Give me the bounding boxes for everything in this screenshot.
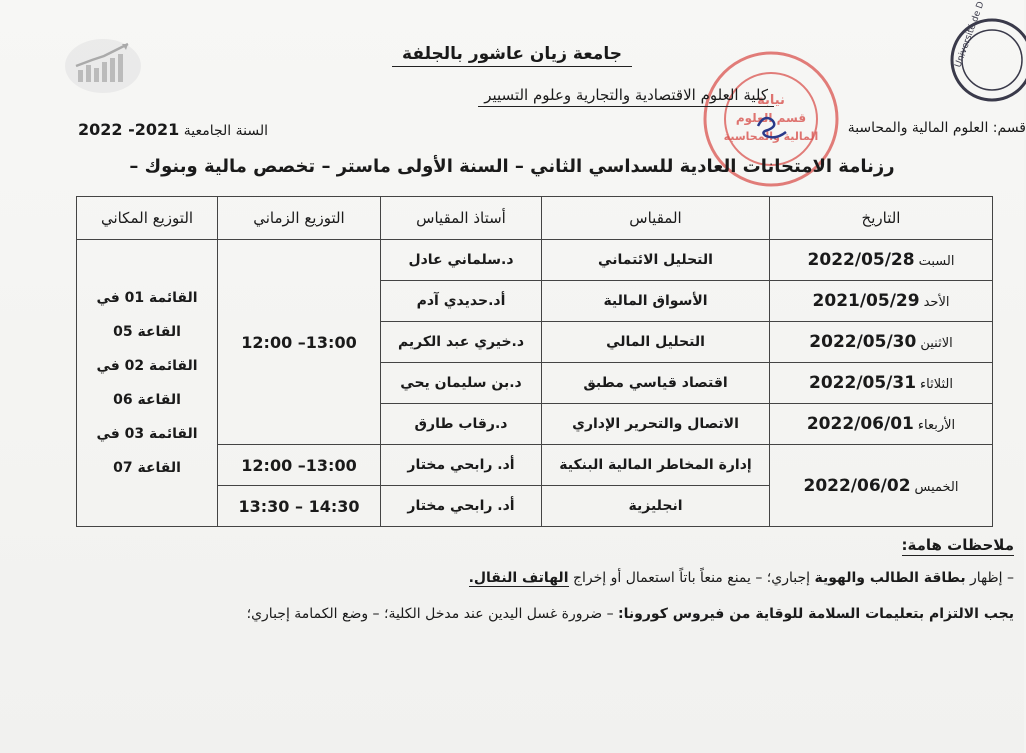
professor-cell: أد. رابحي مختار [381, 486, 542, 527]
module-cell: الاتصال والتحرير الإداري [542, 404, 770, 445]
note-text: – إظهار [965, 570, 1014, 586]
professor-cell: أد. رابحي مختار [381, 445, 542, 486]
note-bold-text: يجب الالتزام بتعليمات السلامة للوقاية من فيروس كورونا: [618, 606, 1014, 622]
professor-cell: د.رقاب طارق [381, 404, 542, 445]
module-cell: التحليل المالي [542, 322, 770, 363]
date-value: 2022/05/31 [809, 373, 917, 393]
date-value: 2022/05/30 [809, 332, 917, 352]
note-bold-text: بطاقة الطالب والهوية [814, 570, 966, 586]
table-header-row [77, 197, 993, 240]
time-cell: 13:30 – 14:30 [218, 486, 381, 527]
place-line: القائمة 01 في القاعة 05 [96, 290, 198, 340]
date-value: 2022/05/28 [807, 250, 915, 270]
place-line: القائمة 03 في القاعة 07 [96, 426, 198, 476]
svg-text:نيابة: نيابة [757, 93, 785, 108]
note-text: إجباري؛ – يمنع منعاً باتاً استعمال أو إخراج [568, 570, 815, 586]
place-cell [77, 240, 218, 527]
date-cell [770, 363, 993, 404]
place-line: القائمة 02 في القاعة 06 [96, 358, 198, 408]
date-cell [770, 445, 993, 527]
department-name: قسم: العلوم المالية والمحاسبة [847, 120, 1026, 136]
time-cell: 12:00 –13:00 [218, 445, 381, 486]
exam-schedule-table [76, 196, 993, 527]
header-date: التاريخ [770, 197, 993, 240]
svg-text:قسم العلوم: قسم العلوم [735, 111, 807, 125]
date-value: 2022/06/02 [803, 475, 911, 496]
module-cell: التحليل الائتماني [542, 240, 770, 281]
day-name: الاثنين [920, 336, 953, 351]
module-cell: الأسواق المالية [542, 281, 770, 322]
professor-cell: أد.حديدي آدم [381, 281, 542, 322]
day-name: السبت [918, 254, 955, 269]
academic-year [78, 120, 268, 139]
university-name: جامعة زيان عاشور بالجلفة [0, 44, 1024, 67]
note-line-1 [469, 570, 1014, 586]
academic-year-value: 2021- 2022 [78, 120, 180, 139]
header-professor: أستاذ المقياس [381, 197, 542, 240]
module-cell: إدارة المخاطر المالية البنكية [542, 445, 770, 486]
date-value: 2021/05/29 [812, 291, 920, 311]
time-cell: 12:00 –13:00 [218, 240, 381, 445]
faculty-name: كلية العلوم الاقتصادية والتجارية وعلوم التسيير [478, 86, 774, 107]
date-cell [770, 404, 993, 445]
professor-cell: د.خيري عبد الكريم [381, 322, 542, 363]
day-name: الخميس [914, 479, 959, 495]
note-line-2 [247, 606, 1014, 622]
schedule-title: رزنامة الامتحانات العادية للسداسي الثاني – السنة الأولى ماستر – تخصص مالية وبنوك – [129, 156, 895, 177]
date-value: 2022/06/01 [806, 414, 914, 434]
day-name: الأربعاء [917, 418, 956, 433]
date-cell [770, 322, 993, 363]
day-name: الأحد [923, 295, 950, 310]
svg-text:المالية والمحاسبة: المالية والمحاسبة [723, 130, 819, 143]
professor-cell: د.سلماني عادل [381, 240, 542, 281]
module-cell: اقتصاد قياسي مطبق [542, 363, 770, 404]
header-time: التوزيع الزماني [218, 197, 381, 240]
module-cell: انجليزية [542, 486, 770, 527]
svg-text:Université de D: Université de D [953, 0, 987, 70]
note-underlined-text: الهاتف النقال. [468, 570, 569, 586]
header-module: المقياس [542, 197, 770, 240]
table-row [77, 240, 993, 281]
notes-heading: ملاحظات هامة: [901, 536, 1014, 554]
professor-cell: د.بن سليمان يحي [381, 363, 542, 404]
academic-year-label: السنة الجامعية [183, 123, 269, 139]
date-cell [770, 281, 993, 322]
note-text: – ضرورة غسل اليدين عند مدخل الكلية؛ – وضع الكمامة إجباري؛ [246, 606, 619, 622]
day-name: الثلاثاء [920, 377, 953, 392]
header-place: التوزيع المكاني [77, 197, 218, 240]
date-cell [770, 240, 993, 281]
